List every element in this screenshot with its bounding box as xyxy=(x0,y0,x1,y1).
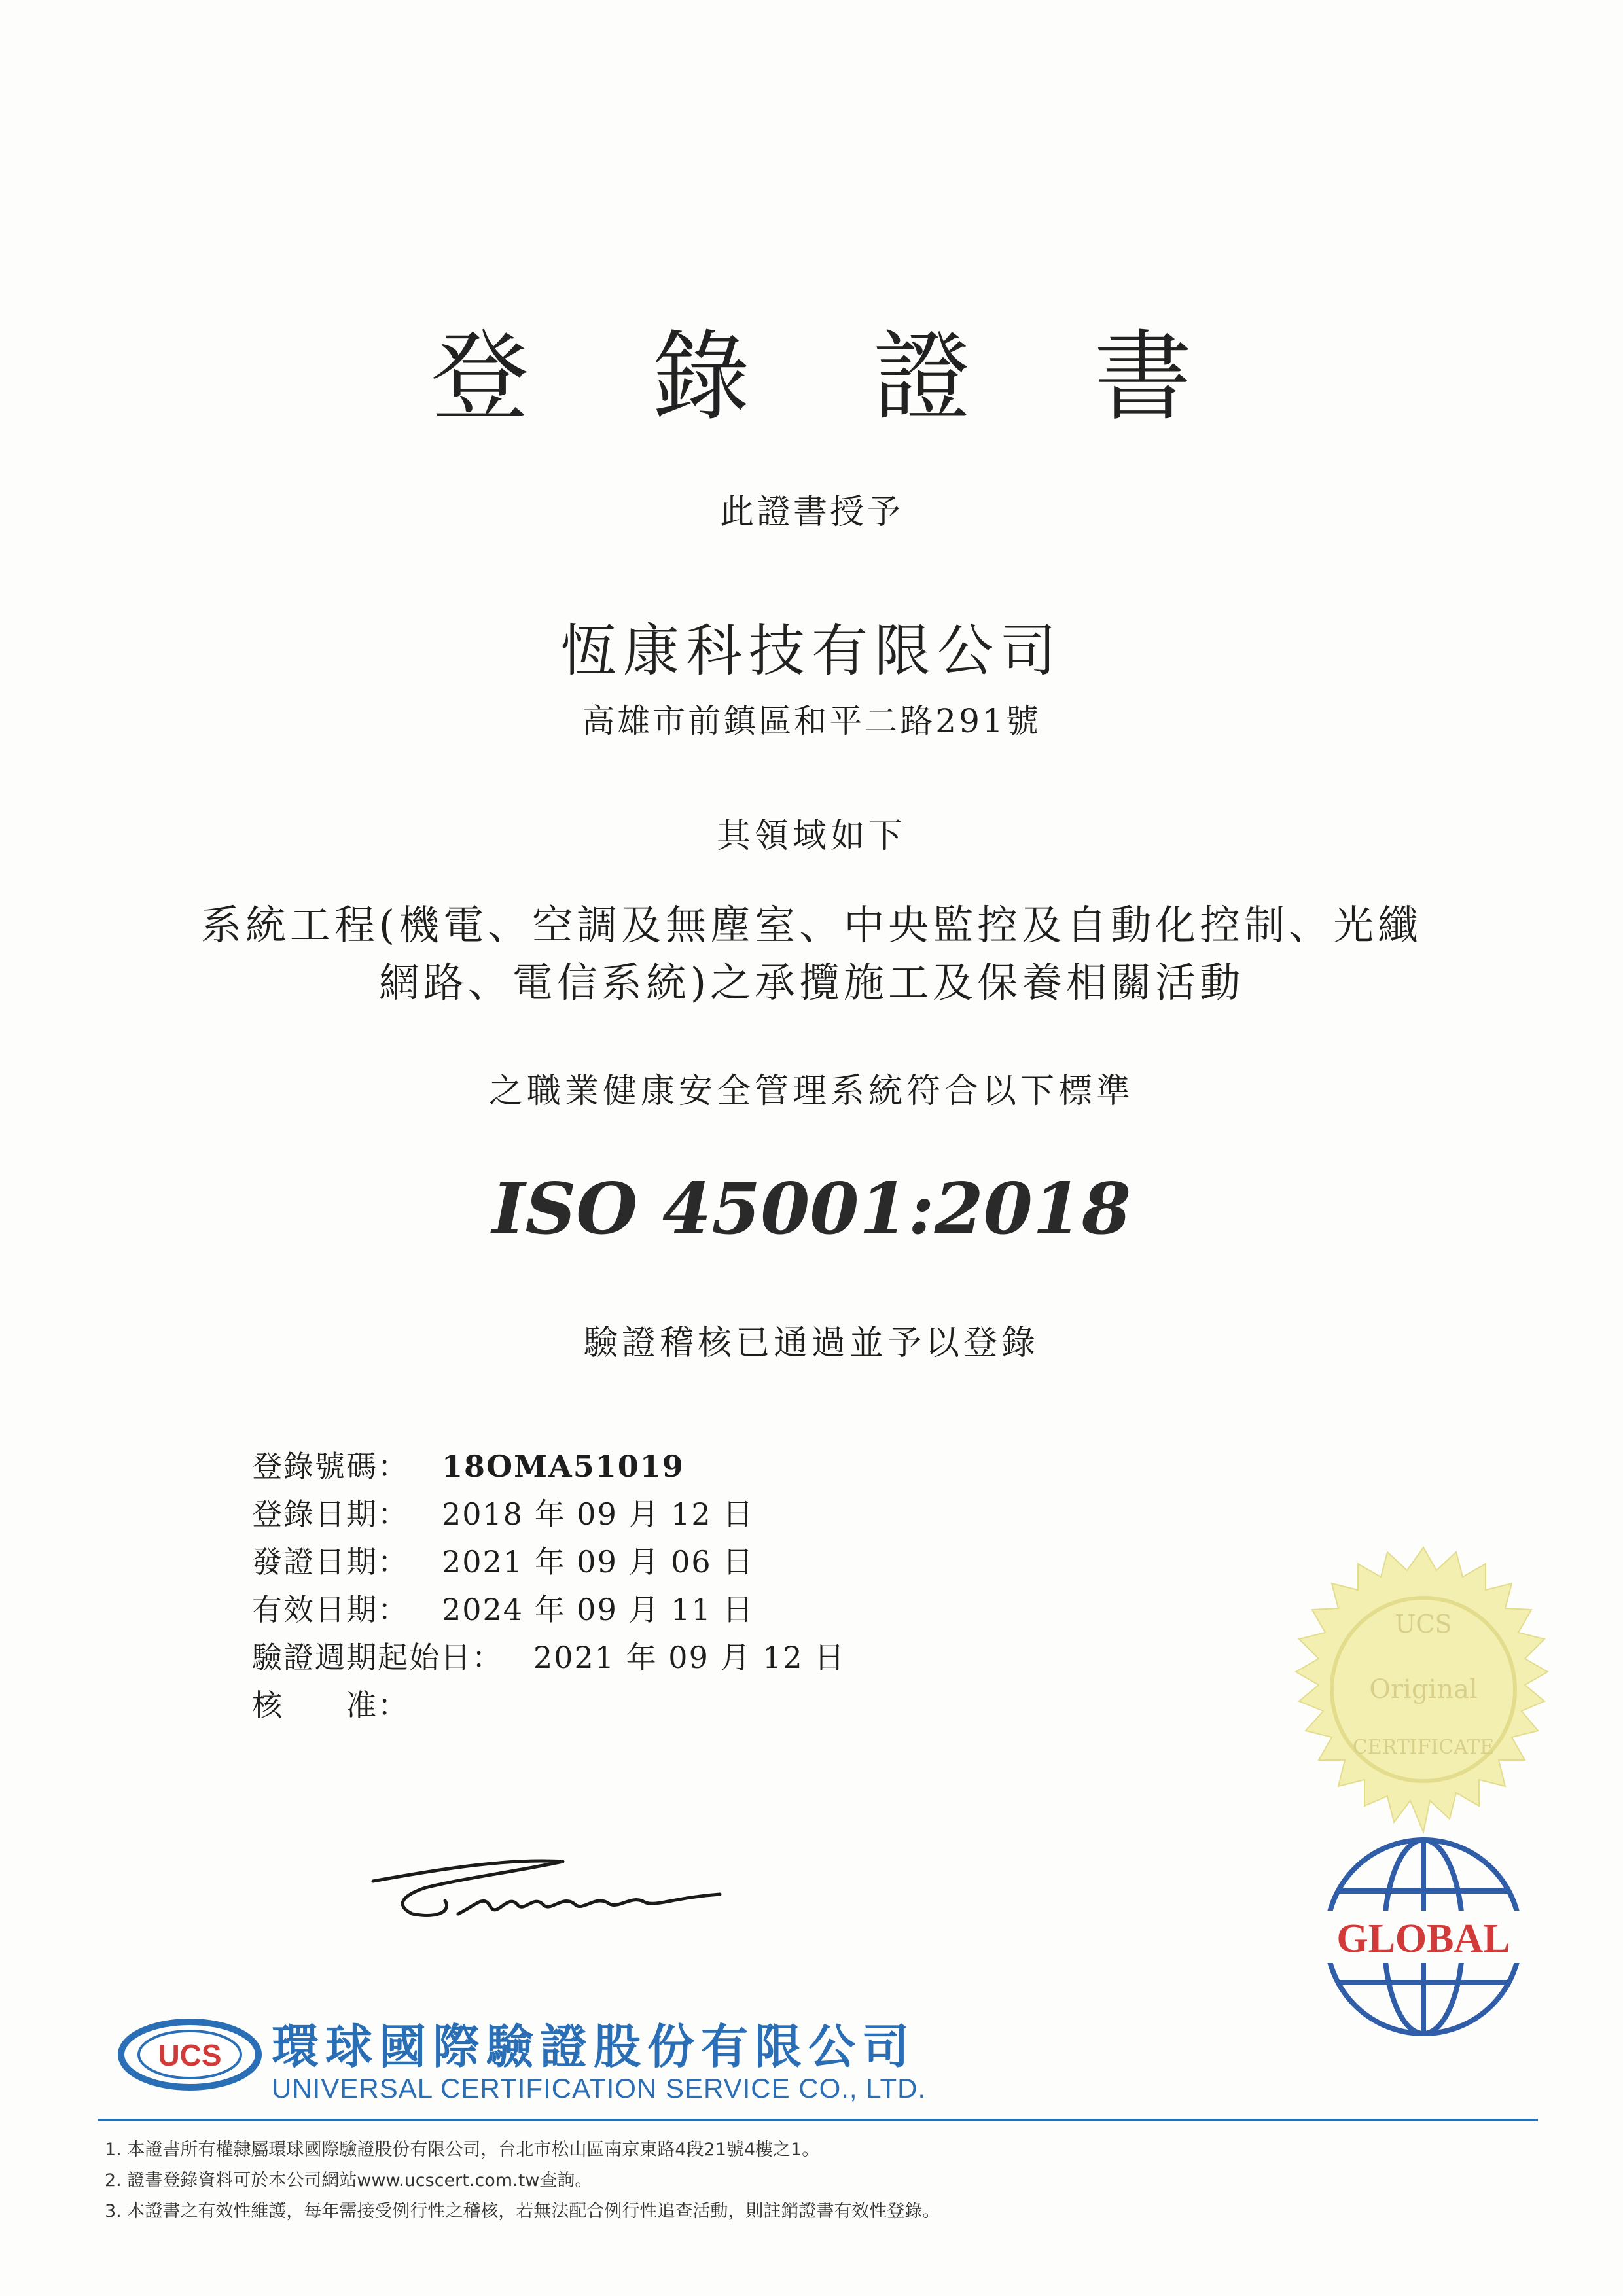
issue-date-label: 發證日期： xyxy=(252,1544,409,1580)
footer-note: 1. 本證書所有權隸屬環球國際驗證股份有限公司，台北市松山區南京東路4段21號4樓之1。 xyxy=(105,2140,820,2160)
footer-notes xyxy=(105,2134,940,2227)
global-logo xyxy=(1319,1832,1528,2041)
approved-row xyxy=(252,1682,846,1729)
issue-date-value: 2021 年 09 月 06 日 xyxy=(442,1544,755,1580)
valid-date-label: 有效日期： xyxy=(252,1592,409,1627)
seal-center-text: Original xyxy=(1369,1674,1478,1704)
reg-date-value: 2018 年 09 月 12 日 xyxy=(442,1496,755,1532)
ucs-logo-text: UCS xyxy=(158,2038,222,2072)
reg-no-value: 18OMA51019 xyxy=(442,1449,685,1484)
standard-name: ISO 45001:2018 xyxy=(491,1168,1132,1250)
signature xyxy=(366,1842,798,1934)
reg-no-label: 登錄號碼： xyxy=(252,1449,409,1484)
footer-note: 2. 證書登錄資料可於本公司網站www.ucscert.com.tw查詢。 xyxy=(105,2170,593,2191)
footer-note: 3. 本證書之有效性維護，每年需接受例行性之稽核，若無法配合例行性追查活動，則註銷證書有效性登錄。 xyxy=(105,2201,940,2221)
seal-bottom-text: CERTIFICATE xyxy=(1352,1736,1495,1759)
global-text: GLOBAL xyxy=(1336,1916,1510,1961)
ucs-logo xyxy=(116,2015,264,2094)
valid-date-row xyxy=(252,1586,846,1634)
scope-intro: 其領域如下 xyxy=(716,817,906,856)
standard-intro: 之職業健康安全管理系統符合以下標準 xyxy=(488,1072,1134,1111)
valid-date-value: 2024 年 09 月 11 日 xyxy=(442,1592,755,1627)
reg-date-row xyxy=(252,1491,846,1538)
cycle-start-label: 驗證週期起始日： xyxy=(252,1640,503,1675)
issue-date-row xyxy=(252,1538,846,1586)
issuer-name-en: UNIVERSAL CERTIFICATION SERVICE CO., LTD. xyxy=(272,2073,927,2104)
registration-details xyxy=(252,1443,846,1729)
embossed-seal xyxy=(1276,1544,1571,1839)
granted-to-text: 此證書授予 xyxy=(719,493,903,532)
scope-line-2: 網路、電信系統)之承攬施工及保養相關活動 xyxy=(378,959,1245,1006)
audit-passed-text: 驗證稽核已通過並予以登錄 xyxy=(583,1324,1039,1363)
approved-label: 核 准： xyxy=(252,1687,409,1723)
company-address: 高雄市前鎮區和平二路291號 xyxy=(582,702,1041,740)
issuer-name-zh: 環球國際驗證股份有限公司 xyxy=(272,2019,916,2074)
certificate-title: 登 錄 證 書 xyxy=(431,321,1238,434)
cycle-start-value: 2021 年 09 月 12 日 xyxy=(533,1640,846,1675)
reg-no-row xyxy=(252,1443,846,1491)
scope-description xyxy=(0,896,1623,1012)
company-name: 恆康科技有限公司 xyxy=(560,618,1063,684)
reg-date-label: 登錄日期： xyxy=(252,1496,409,1532)
scope-line-1: 系統工程(機電、空調及無塵室、中央監控及自動化控制、光纖 xyxy=(200,901,1423,949)
seal-top-text: UCS xyxy=(1395,1610,1452,1638)
footer-divider xyxy=(98,2119,1538,2121)
cycle-start-row xyxy=(252,1634,846,1682)
